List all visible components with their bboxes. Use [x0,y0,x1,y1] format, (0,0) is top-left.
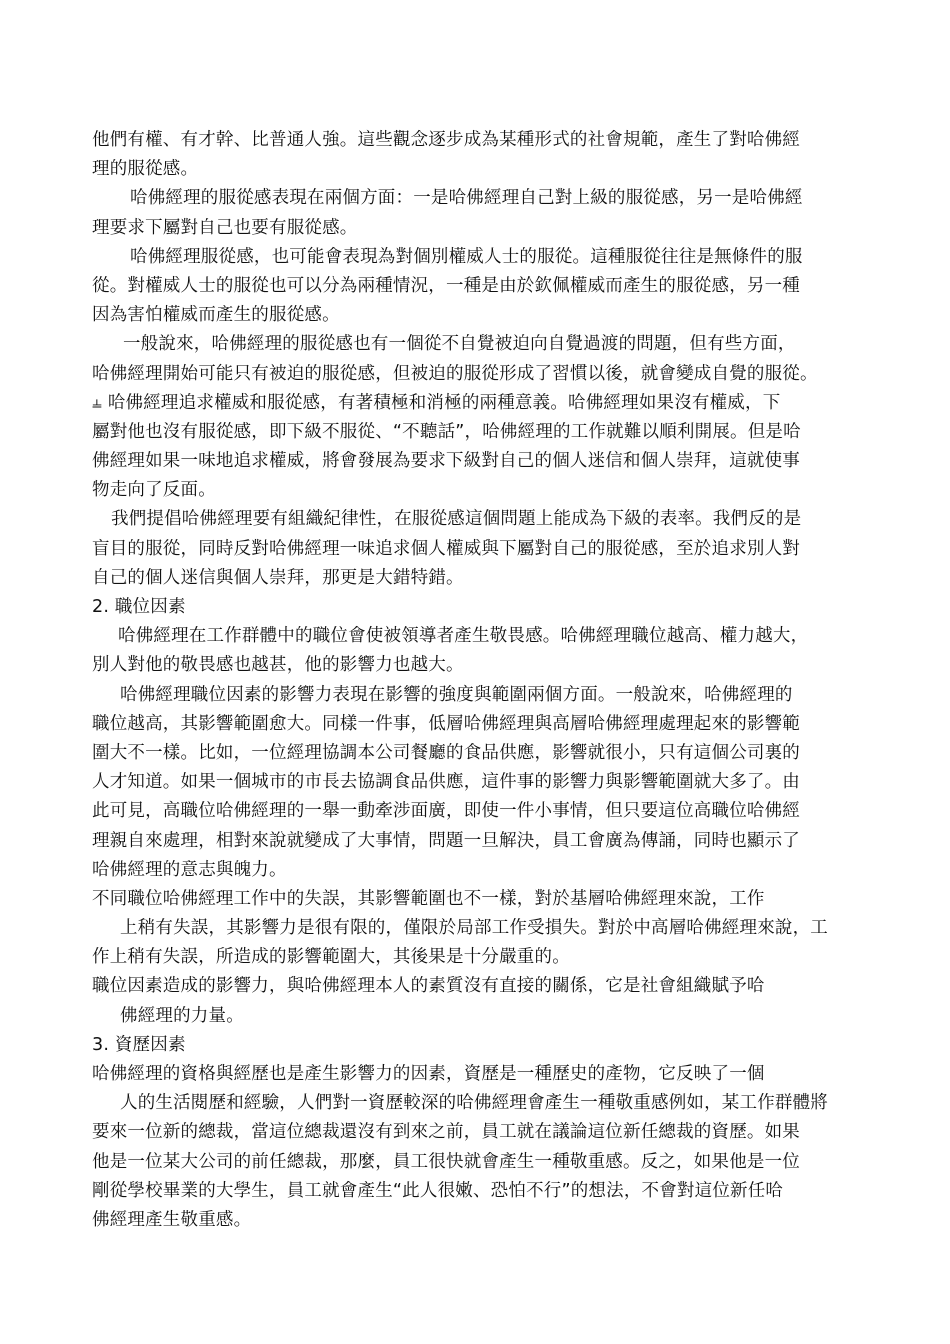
text-line: 職位越高，其影響範圍愈大。同樣一件事，低層哈佛經理與高層哈佛經理處理起來的影響範 [92,713,800,734]
paragraph-start: 哈佛經理在工作群體中的職位會使被領導者產生敬畏感。哈佛經理職位越高、權力越大， [118,626,809,647]
text-line: 哈佛經理開始可能只有被迫的服從感，但被迫的服從形成了習慣以後，就會變成自覺的服從。 [92,363,818,384]
text-line: 理的服從感。 [92,159,199,180]
text-line: 佛經理如果一味地追求權威，將會發展為要求下級對自己的個人迷信和個人崇拜，這就使事 [92,451,800,472]
section-heading: 2. 職位因素 [92,597,186,617]
text-line: 理親自來處理，相對來說就變成了大事情，問題一旦解決，員工會廣為傳誦，同時也顯示了 [92,830,800,851]
text-line: 人才知道。如果一個城市的市長去協調食品供應，這件事的影響力與影響範圍就大多了。由 [92,772,800,793]
text-line: 理要求下屬對自己也要有服從感。 [92,217,358,238]
text-line: 屬對他也沒有服從感，即下級不服從、“不聽話”，哈佛經理的工作就難以順利開展。但是哈 [92,421,801,442]
paragraph-start: 哈佛經理的服從感表現在兩個方面：一是哈佛經理自己對上級的服從感，另一是哈佛經 [130,188,803,209]
text-line: 剛從學校畢業的大學生，員工就會產生“此人很嫩、恐怕不行”的想法，不會對這位新任哈 [92,1180,784,1201]
text-line: 佛經理產生敬重感。 [92,1209,252,1230]
text-line: 要來一位新的總裁，當這位總裁還沒有到來之前，員工就在議論這位新任總裁的資歷。如果 [92,1122,800,1143]
text-line: 從。對權威人士的服從也可以分為兩種情況，一種是由於欽佩權威而產生的服從感，另一種 [92,275,800,296]
text-line: 因為害怕權威而產生的服從感。 [92,305,340,326]
paragraph-start: 哈佛經理服從感，也可能會表現為對個別權威人士的服從。這種服從往往是無條件的服 [130,246,803,267]
text-line: 3. 資歷因素 [92,1034,186,1055]
text-line: 作上稍有失誤，所造成的影響範圍大，其後果是十分嚴重的。 [92,947,570,968]
paragraph-start: 我們提倡哈佛經理要有組織紀律性，在服從感這個問題上能成為下級的表率。我們反的是 [111,509,802,530]
text-line: 盲目的服從，同時反對哈佛經理一味追求個人權威與下屬對自己的服從感，至於追求別人對 [92,538,800,559]
section-heading: 哈佛經理的資格與經歷也是產生影響力的因素，資歷是一種歷史的產物，它反映了一個 [92,1064,765,1084]
text-line: 別人對他的敬畏感也越甚，他的影響力也越大。 [92,655,464,676]
text-line: 不同職位哈佛經理工作中的失誤，其影響範圍也不一樣，對於基層哈佛經理來說，工作 [92,888,765,909]
text-line: 他們有權、有才幹、比普通人強。這些觀念逐步成為某種形式的社會規範，產生了對哈佛經 [92,130,800,150]
text-line: 圍大不一樣。比如，一位經理協調本公司餐廳的食品供應，影響就很小，只有這個公司裏的 [92,742,800,763]
paragraph-start: 佛經理的力量。 [120,1005,244,1026]
text-line: 職位因素造成的影響力，與哈佛經理本人的素質沒有直接的關係，它是社會組織賦予哈 [92,976,765,997]
paragraph-start: 哈佛經理職位因素的影響力表現在影響的強度與範圍兩個方面。一般說來，哈佛經理的 [120,684,793,705]
document-body [92,126,872,1264]
text-line: 物走向了反面。 [92,480,216,501]
paragraph-start: ⫨ 哈佛經理追求權威和服從感，有著積極和消極的兩種意義。哈佛經理如果沒有權威，下 [92,392,781,413]
text-line: 他是一位某大公司的前任總裁，那麼，員工很快就會產生一種敬重感。反之，如果他是一位 [92,1151,800,1172]
text-line: 此可見，高職位哈佛經理的一舉一動牽涉面廣，即使一件小事情，但只要這位高職位哈佛經 [92,801,800,822]
text-line: 哈佛經理的意志與魄力。 [92,859,287,880]
text-line: 自己的個人迷信與個人崇拜，那更是大錯特錯。 [92,567,464,588]
paragraph-start: 上稍有失誤，其影響力是很有限的，僅限於局部工作受損失。對於中高層哈佛經理來說，工 [120,918,828,939]
paragraph-start: 一般說來，哈佛經理的服從感也有一個從不自覺被迫向自覺過渡的問題，但有些方面， [123,334,796,355]
paragraph-start: 人的生活閱歷和經驗，人們對一資歷較深的哈佛經理會產生一種敬重感例如，某工作群體將 [120,1093,828,1114]
text-line [92,1235,872,1264]
